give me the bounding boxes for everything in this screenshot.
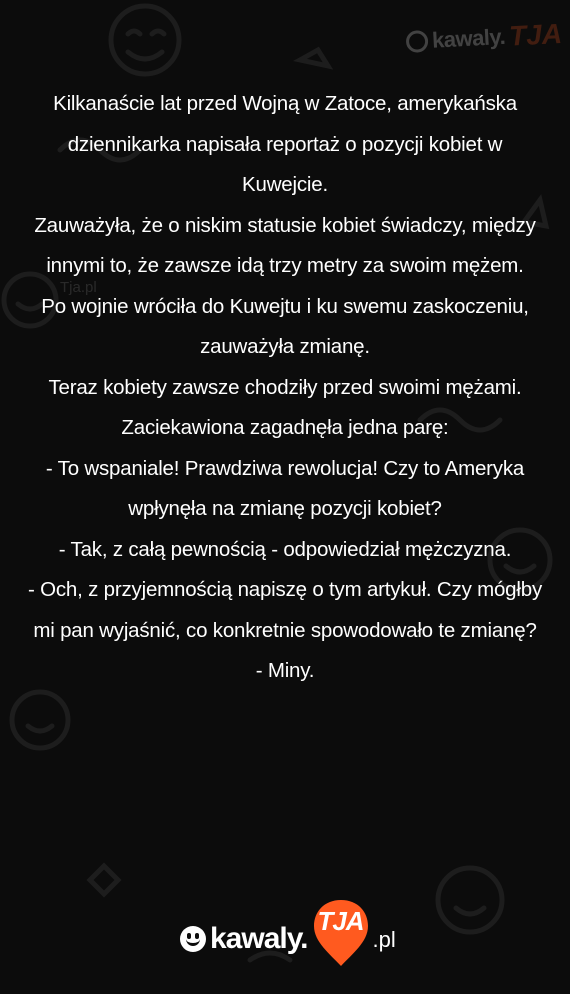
- joke-paragraph: Po wojnie wróciła do Kuwejtu i ku swemu zaskoczeniu, zauważyła zmianę.: [41, 294, 529, 358]
- joke-paragraph: - Tak, z całą pewnością - odpowiedział mężczyzna.: [58, 537, 512, 561]
- footer-logo-word: kawaly.: [210, 922, 308, 955]
- watermark-logo-tja: TJA: [508, 17, 563, 52]
- watermark-logo-word: kawaly.: [431, 23, 506, 53]
- smiley-icon: [405, 30, 428, 53]
- joke-paragraph: - Och, z przyjemnością napiszę o tym artykuł. Czy mógłby mi pan wyjaśnić, co konkretnie spowodowało te zmianę?: [28, 578, 542, 642]
- joke-text: [28, 84, 542, 692]
- watermark-logo: [405, 18, 563, 58]
- joke-paragraph: - Miny.: [255, 659, 315, 682]
- joke-paragraph: Kilkanaście lat przed Wojną w Zatoce, amerykańska dziennikarka napisała reportaż o pozycji kobiet w Kuwejcie.: [53, 92, 517, 196]
- joke-paragraph: Zaciekawiona zagadnęła jedna parę:: [121, 416, 449, 439]
- footer-logo-tja: TJA: [317, 906, 364, 936]
- joke-paragraph: Teraz kobiety zawsze chodziły przed swoimi mężami.: [48, 375, 522, 399]
- joke-paragraph: - To wspaniale! Prawdziwa rewolucja! Czy to Ameryka wpłynęła na zmianę pozycji kobiet?: [45, 456, 525, 520]
- smiley-icon: [180, 926, 206, 952]
- tja-badge: [310, 898, 372, 968]
- footer-logo-tld: .pl: [372, 927, 396, 952]
- joke-paragraph: Zauważyła, że o niskim statusie kobiet świadczy, między innymi to, że zawsze idą trzy metry za swoim mężem.: [34, 213, 536, 277]
- footer-logo[interactable]: [180, 898, 396, 968]
- faint-watermark-text: Tja.pl: [60, 279, 97, 296]
